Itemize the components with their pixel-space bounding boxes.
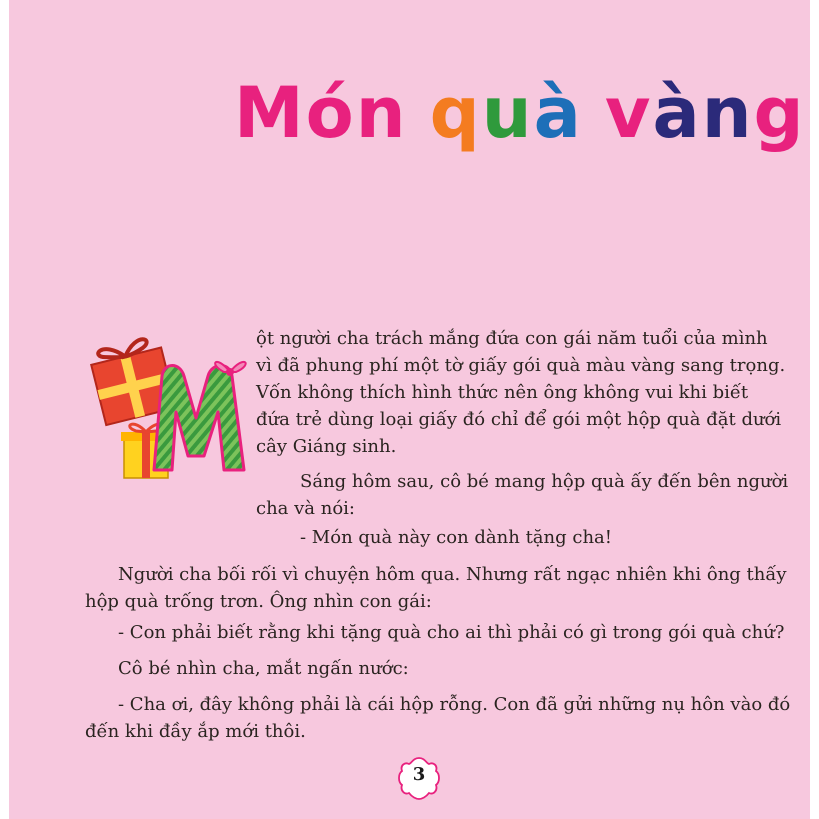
title-letter: g [753, 72, 806, 154]
title-letter: v [604, 72, 653, 154]
title-letter: n [701, 72, 754, 154]
paragraph-1-line-1: ột người cha trách mắng đứa con gái năm tuổi của mình [256, 328, 768, 349]
paragraph-2-line-1: Sáng hôm sau, cô bé mang hộp quà ấy đến bên người [300, 471, 789, 492]
title-letter: ó [305, 72, 356, 154]
title-letter: à [533, 72, 583, 154]
paragraph-1-line-3: Vốn không thích hình thức nên ông không vui khi biết [256, 382, 749, 403]
title-letter: u [481, 72, 534, 154]
paragraph-4: Cô bé nhìn cha, mắt ngấn nước: [118, 658, 409, 679]
title-letter: q [429, 72, 482, 154]
dialog-line-3b: đến khi đầy ắp mới thôi. [85, 721, 306, 742]
paragraph-1-line-5: cây Giáng sinh. [256, 436, 397, 457]
dialog-line-2: - Con phải biết rằng khi tặng quà cho ai thì phải có gì trong gói quà chứ? [118, 622, 785, 643]
paragraph-3-line-2: hộp quà trống trơn. Ông nhìn con gái: [85, 591, 432, 612]
paragraph-1-line-2: vì đã phung phí một tờ giấy gói quà màu vàng sang trọng. [256, 355, 786, 376]
story-title [234, 72, 806, 154]
title-letter: M [234, 72, 306, 154]
title-letter: n [355, 72, 408, 154]
drop-cap-letter: M [84, 332, 86, 333]
dialog-line-3a: - Cha ơi, đây không phải là cái hộp rỗng. Con đã gửi những nụ hôn vào đó [118, 694, 791, 715]
paragraph-1-line-4: đứa trẻ dùng loại giấy đó chỉ để gói một hộp quà đặt dưới [256, 409, 782, 430]
page-number: 3 [412, 764, 426, 785]
title-letter: à [652, 72, 702, 154]
paragraph-2-line-2: cha và nói: [256, 498, 355, 519]
dialog-line-1: - Món quà này con dành tặng cha! [300, 527, 613, 548]
drop-cap-gift-icon [84, 332, 254, 480]
paragraph-3-line-1: Người cha bối rối vì chuyện hôm qua. Nhưng rất ngạc nhiên khi ông thấy [118, 564, 787, 585]
